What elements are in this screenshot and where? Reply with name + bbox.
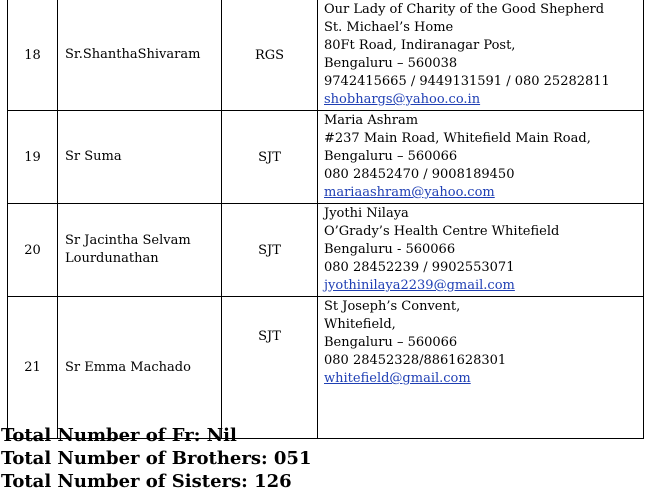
phone-line: 080 28452328/8861628301 xyxy=(324,353,507,368)
address-line: St. Michael’s Home xyxy=(324,20,454,35)
phone-line: 080 28452239 / 9902553071 xyxy=(324,260,515,275)
person-name xyxy=(58,297,222,439)
table-row xyxy=(8,0,644,111)
table-row xyxy=(8,204,644,297)
name-line: Lourdunathan xyxy=(65,251,159,266)
phone-line: 9742415665 / 9449131591 / 080 25282811 xyxy=(324,74,610,89)
address-line: Bengaluru – 560066 xyxy=(324,335,458,350)
congregation: SJT xyxy=(222,204,318,297)
person-name xyxy=(58,111,222,204)
address-line: Whitefield, xyxy=(324,317,396,332)
address-cell xyxy=(318,0,644,111)
email-link[interactable]: jyothinilaya2239@gmail.com xyxy=(324,278,515,293)
phone-line: 080 28452470 / 9008189450 xyxy=(324,167,515,182)
address-line: Jyothi Nilaya xyxy=(324,206,409,221)
name-line: Sr Emma Machado xyxy=(65,359,191,375)
row-number: 19 xyxy=(8,111,58,204)
totals-summary xyxy=(1,424,311,493)
congregation: SJT xyxy=(222,111,318,204)
total-fathers: Total Number of Fr: Nil xyxy=(1,425,237,446)
total-brothers: Total Number of Brothers: 051 xyxy=(1,448,312,469)
name-line: Sr Suma xyxy=(65,149,122,164)
address-line: St Joseph’s Convent, xyxy=(324,299,461,314)
address-cell xyxy=(318,204,644,297)
address-line: Maria Ashram xyxy=(324,113,419,128)
row-number: 20 xyxy=(8,204,58,297)
directory-table xyxy=(7,0,644,439)
total-sisters: Total Number of Sisters: 126 xyxy=(1,471,292,492)
table-row xyxy=(8,111,644,204)
address-line: Our Lady of Charity of the Good Shepherd xyxy=(324,2,605,17)
row-number: 21 xyxy=(8,297,58,439)
address-line: Bengaluru – 560066 xyxy=(324,149,458,164)
person-name xyxy=(58,204,222,297)
person-name xyxy=(58,0,222,111)
congregation: SJT xyxy=(222,297,318,439)
address-line: Bengaluru – 560038 xyxy=(324,56,458,71)
address-cell xyxy=(318,111,644,204)
name-line: Sr Jacintha Selvam xyxy=(65,233,191,248)
email-link[interactable]: shobhargs@yahoo.co.in xyxy=(324,92,481,107)
address-line: O’Grady’s Health Centre Whitefield xyxy=(324,224,560,239)
address-line: Bengaluru - 560066 xyxy=(324,242,456,257)
address-cell xyxy=(318,297,644,439)
table-row xyxy=(8,297,644,439)
email-link[interactable]: mariaashram@yahoo.com xyxy=(324,185,495,200)
row-number: 18 xyxy=(8,0,58,111)
email-link[interactable]: whitefield@gmail.com xyxy=(324,371,471,386)
address-line: #237 Main Road, Whitefield Main Road, xyxy=(324,131,591,146)
name-line: Sr.ShanthaShivaram xyxy=(65,47,201,62)
address-line: 80Ft Road, Indiranagar Post, xyxy=(324,38,516,53)
congregation: RGS xyxy=(222,0,318,111)
